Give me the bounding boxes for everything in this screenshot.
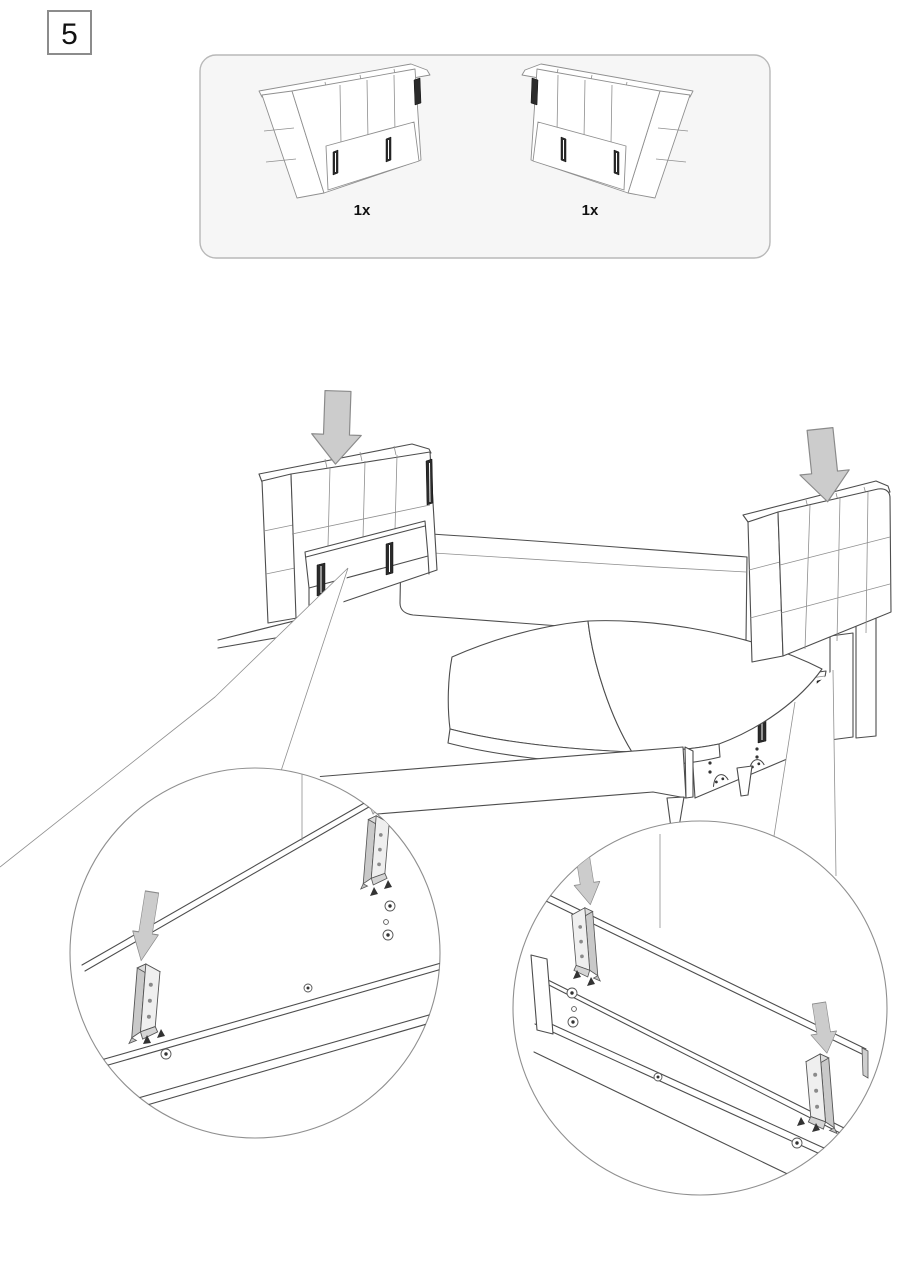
- main-illustration: [0, 390, 891, 1280]
- part-quantity-right: 1x: [581, 202, 599, 219]
- parts-box: [200, 55, 770, 258]
- pilot-hole: [572, 1007, 577, 1012]
- screw-dot: [755, 747, 758, 750]
- down-arrow-icon-left-panel: [311, 390, 363, 465]
- part-quantity-left: 1x: [353, 202, 371, 219]
- pilot-hole: [384, 920, 389, 925]
- step-number: 5: [61, 18, 78, 51]
- magnifier-circle-right: [513, 821, 887, 1195]
- step-badge: [48, 11, 91, 54]
- screw-dot: [708, 770, 711, 773]
- screw-dot: [755, 755, 758, 758]
- panel-edge-end: [862, 1048, 868, 1078]
- screw-dot: [708, 761, 711, 764]
